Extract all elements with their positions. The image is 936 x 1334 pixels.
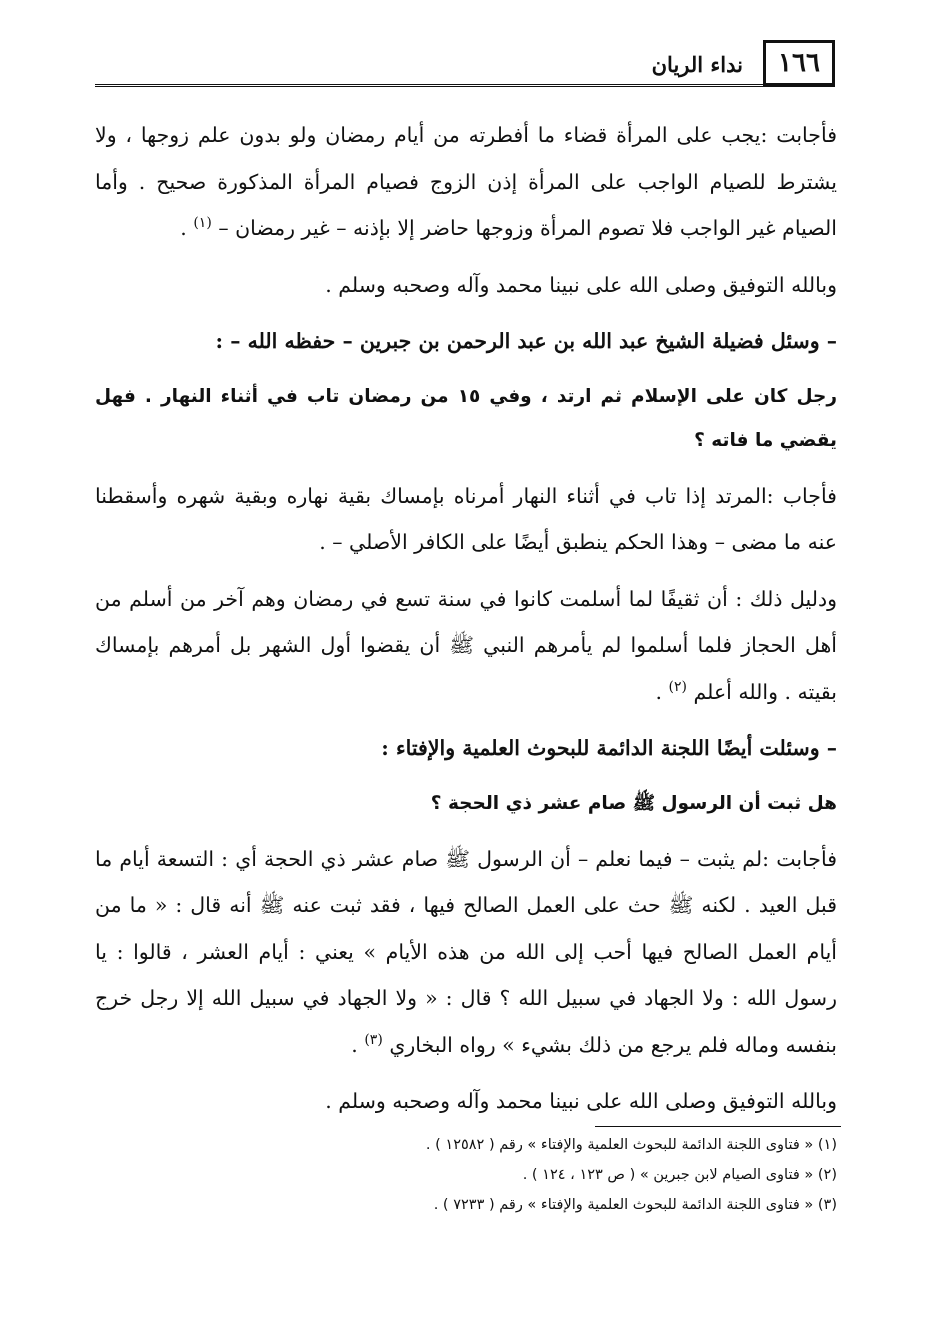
closing-paragraph-2: وبالله التوفيق وصلى الله على نبينا محمد وآله وصحبه وسلم . [325,1089,837,1113]
footnote-rule [595,1126,841,1127]
question-1: رجل كان على الإسلام ثم ارتد ، وفي ١٥ من رمضان تاب في أثناء النهار . فهل يقضي ما فاته ؟ [95,385,837,451]
question-intro-1: – وسئل فضيلة الشيخ عبد الله بن عبد الرحمن بن جبرين – حفظه الله – : [215,329,837,353]
footnote-3: (٣) « فتاوى اللجنة الدائمة للبحوث العلمية والإفتاء » رقم ( ٧٢٣٣ ) . [433,1197,837,1213]
answer-paragraph-3 [95,836,837,1069]
evidence-paragraph [95,576,837,716]
footnote-1: (١) « فتاوى اللجنة الدائمة للبحوث العلمية والإفتاء » رقم ( ١٢٥٨٢ ) . [425,1137,837,1153]
question-intro-2: – وسئلت أيضًا اللجنة الدائمة للبحوث العلمية والإفتاء : [381,736,837,760]
footnote-ref-3: (٣) [364,1031,383,1048]
answer-end-1: . [180,216,187,240]
evidence-text: ودليل ذلك : أن ثقيفًا لما أسلمت كانوا في سنة تسع في رمضان وهم آخر من أسلم من أهل الحجاز فلما أسلموا لم يأمرهم النبي ﷺ أن يقضوا أول الشهر بل أمرهم بإمساك بقيته . والله أعلم [95,586,837,704]
page-header [95,40,835,96]
evidence-end: . [655,679,662,704]
answer-paragraph-1 [95,112,837,252]
answer-end-3: . [351,1032,358,1057]
page-body [95,112,837,1135]
book-title: نداء الريان [651,52,743,77]
footnotes [95,1130,837,1220]
footnote-ref-2: (٢) [668,678,687,695]
footnote-2: (٢) « فتاوى الصيام لابن جبرين » ( ص ١٢٣ ، ١٢٤ ) . [522,1167,837,1183]
header-rule [95,84,835,91]
page-number: ١٦٦ [763,40,835,86]
closing-paragraph-1: وبالله التوفيق وصلى الله على نبينا محمد وآله وصحبه وسلم . [325,272,837,297]
question-2: هل ثبت أن الرسول ﷺ صام عشر ذي الحجة ؟ [430,792,837,814]
footnote-ref-1: (١) [193,215,212,232]
answer-paragraph-2: فأجاب :المرتد إذا تاب في أثناء النهار أمرناه بإمساك بقية نهاره وبقية شهره وأسقطنا عنه ما مضى – وهذا الحكم ينطبق أيضًا على الكافر الأصلي – . [95,483,837,554]
answer-text-3: فأجابت :لم يثبت – فيما نعلم – أن الرسول ﷺ صام عشر ذي الحجة أي : التسعة أيام ما قبل العيد . لكنه ﷺ حث على العمل الصالح فيها ، فقد ثبت عنه ﷺ أنه قال : « ما من أيام العمل الصالح فيها أحب إلى الله من هذه الأيام » يعني : أيام العشر ، قالوا : يا رسول الله : ولا الجهاد في سبيل الله ؟ قال : « ولا الجهاد في سبيل الله إلا رجل خرج بنفسه وماله فلم يرجع من ذلك بشيء » رواه البخاري [95,846,837,1057]
answer-text-1: فأجابت :يجب على المرأة قضاء ما أفطرته من أيام رمضان ولو بدون علم زوجها ، ولا يشترط للصيام الواجب على المرأة إذن الزوج فصيام المرأة المذكورة صحيح . وأما الصيام غير الواجب فلا تصوم المرأة وزوجها حاضر إلا بإذنه – غير رمضان – [95,123,837,240]
